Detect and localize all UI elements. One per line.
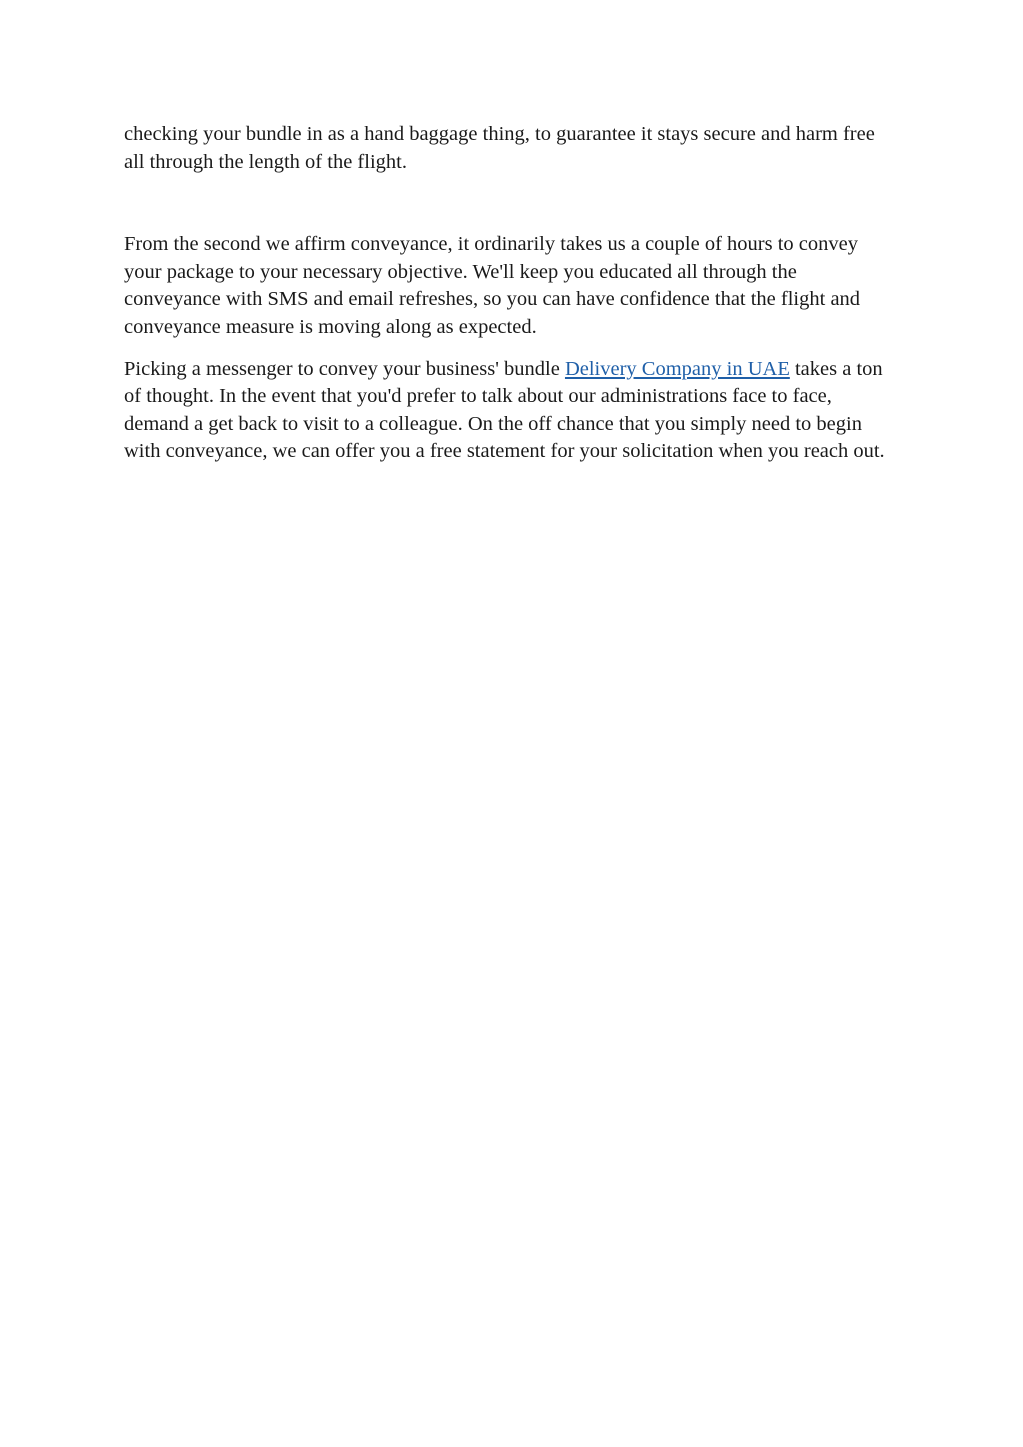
paragraph-conveyance-timing: From the second we affirm conveyance, it ordinarily takes us a couple of hours to convey your package to your necessary objective. We'll keep you educated all through the conveyance with SMS and email refreshes, so you can have confidence that the flight and conveyance measure is moving along as expected. <box>124 233 861 338</box>
paragraph-text-after-link: takes a ton of thought. In the event that you'd prefer to talk about our administrations face to face, demand a get back to visit to a colleague. On the off chance that you simply need to begin with conveyance, we can offer you a free statement for your solicitation when you reach out. <box>124 357 885 463</box>
document-body <box>124 121 894 466</box>
delivery-company-link[interactable]: Delivery Company in UAE <box>564 357 790 380</box>
paragraph-text-before-link: Picking a messenger to convey your business' bundle <box>124 357 565 380</box>
paragraph-hand-baggage: checking your bundle in as a hand baggage thing, to guarantee it stays secure and harm free all through the length of the flight. <box>124 123 875 173</box>
paragraph-picking-messenger <box>124 356 894 466</box>
